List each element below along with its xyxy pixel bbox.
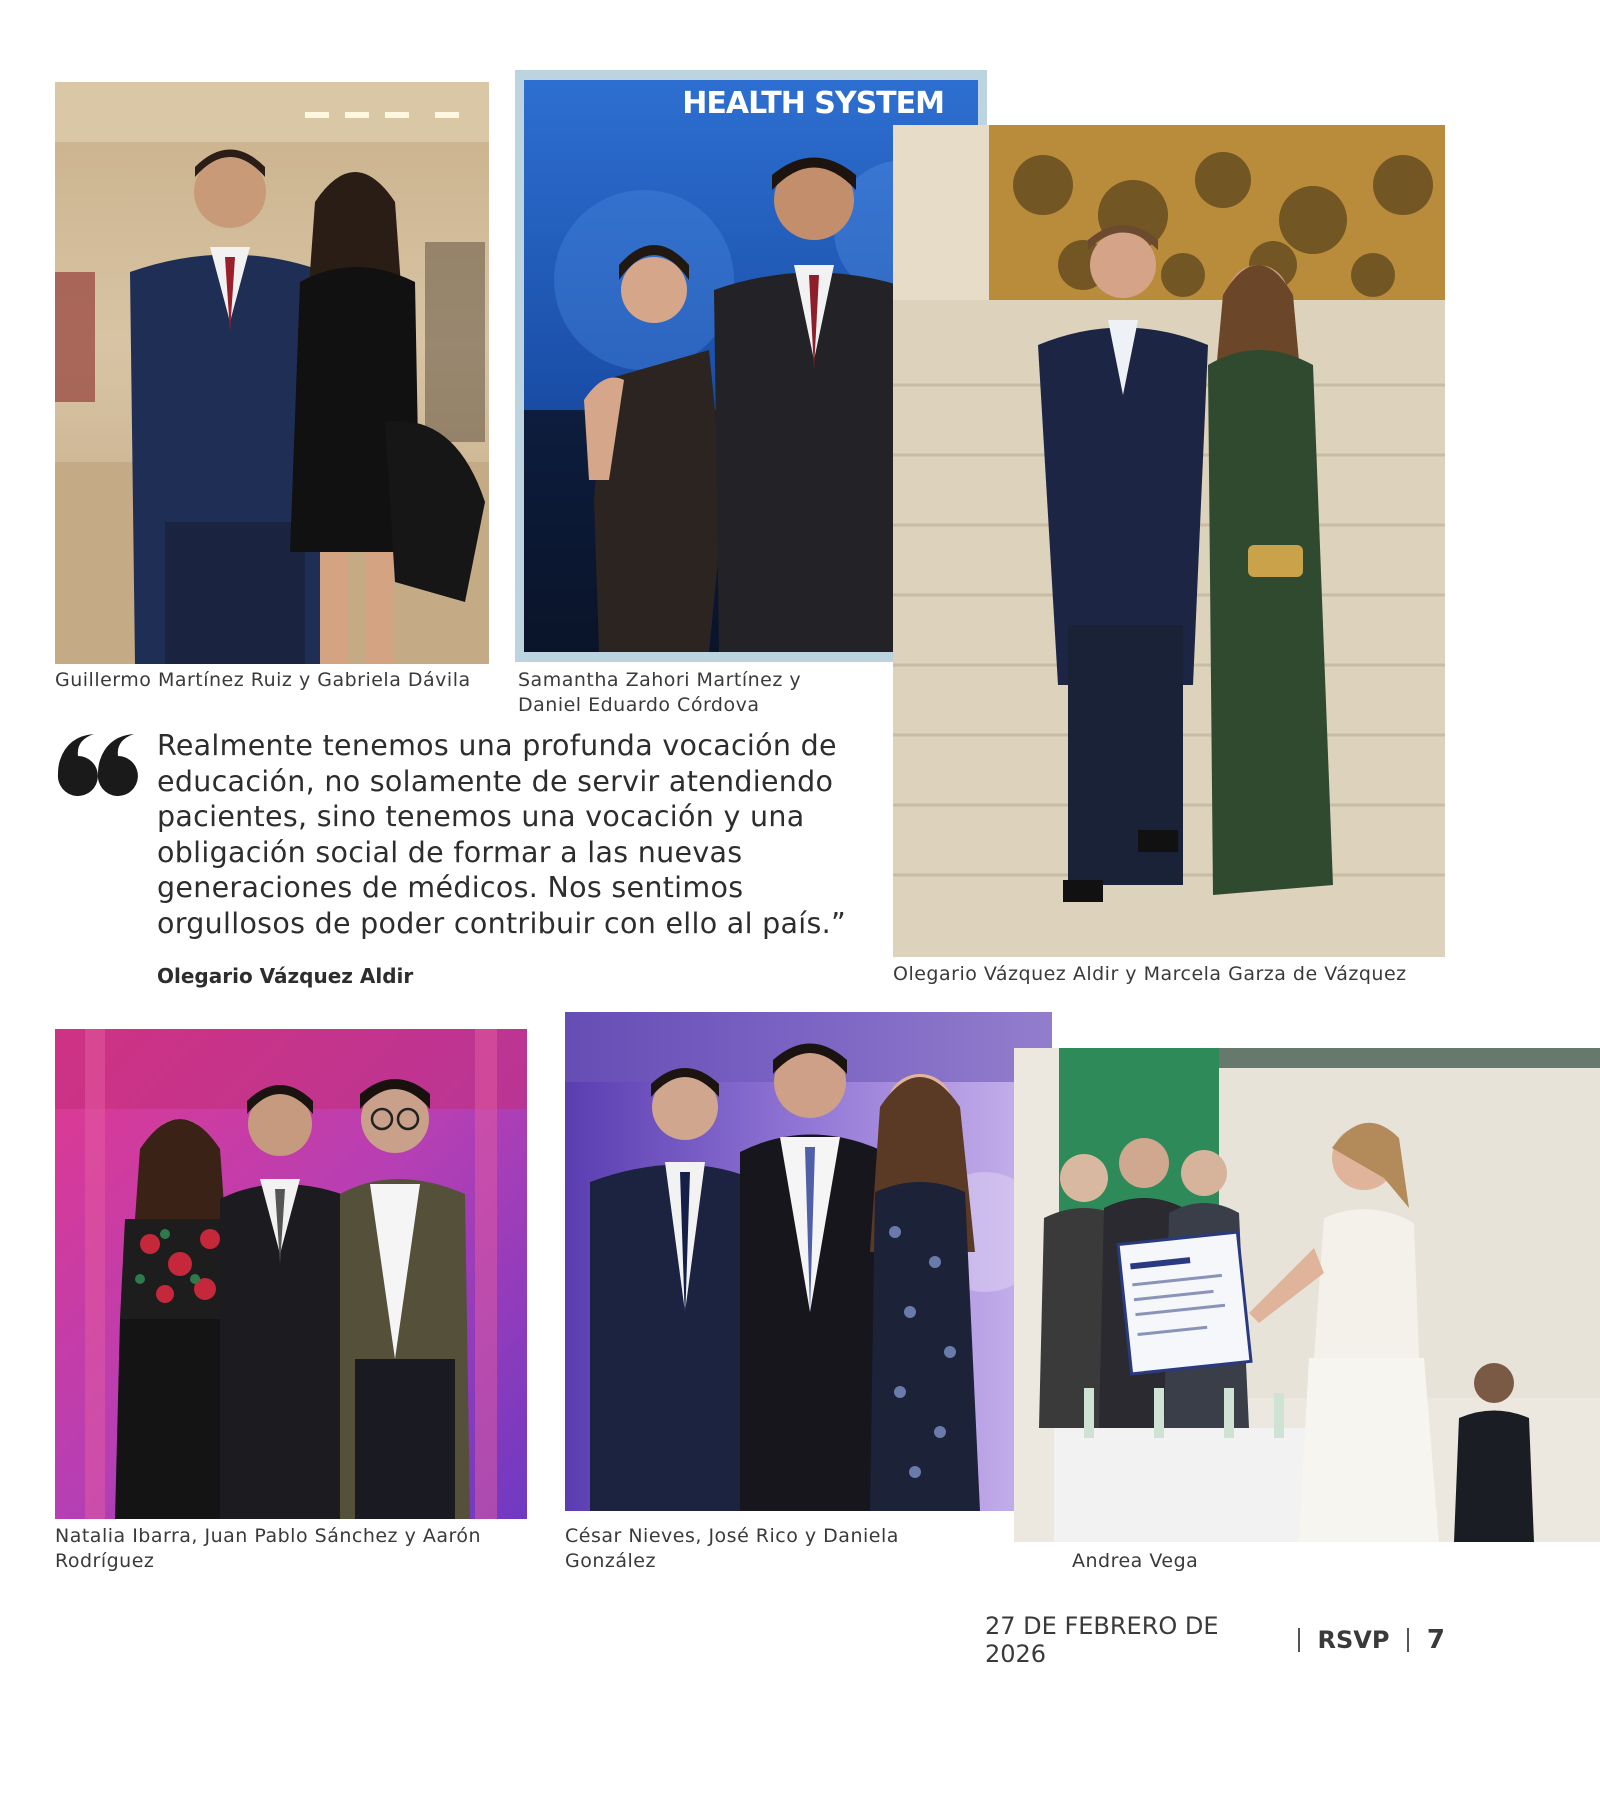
page-footer bbox=[985, 1612, 1446, 1668]
caption-photo-1: Guillermo Martínez Ruiz y Gabriela Dávila bbox=[55, 669, 471, 691]
caption-photo-5: César Nieves, José Rico y Daniela González bbox=[565, 1525, 899, 1572]
footer-divider bbox=[1407, 1628, 1408, 1652]
magazine-name: RSVP bbox=[1317, 1626, 1390, 1654]
caption-photo-6: Andrea Vega bbox=[1072, 1550, 1199, 1572]
photo-cesar-jose-daniela bbox=[565, 1012, 1052, 1511]
issue-date: 27 DE FEBRERO DE 2026 bbox=[985, 1612, 1219, 1668]
photo-natalia-juan-aaron bbox=[55, 1029, 527, 1519]
health-system-sign: HEALTH SYSTEM bbox=[682, 86, 944, 121]
caption-photo-3: Olegario Vázquez Aldir y Marcela Garza de Vázquez bbox=[893, 963, 1407, 985]
caption-photo-2: Samantha Zahori Martínez y Daniel Eduardo Córdova bbox=[518, 669, 802, 716]
quote-text: Realmente tenemos una profunda vocación de educación, no solamente de servir atendiendo pacientes, sino tenemos una vocación y una obligación social de formar a las nuevas generaciones de médicos. Nos sentimos orgullosos de poder contribuir con ello al país.” bbox=[157, 729, 847, 940]
photo-guillermo-gabriela bbox=[55, 82, 489, 664]
page-number: 7 bbox=[1426, 1625, 1446, 1655]
photo-andrea-vega bbox=[1014, 1048, 1600, 1542]
photo-olegario-marcela bbox=[893, 125, 1445, 957]
footer-divider bbox=[1298, 1628, 1299, 1652]
quote-author: Olegario Vázquez Aldir bbox=[157, 964, 414, 988]
caption-photo-4: Natalia Ibarra, Juan Pablo Sánchez y Aarón Rodríguez bbox=[55, 1525, 482, 1572]
quotation-mark-icon bbox=[54, 730, 138, 796]
